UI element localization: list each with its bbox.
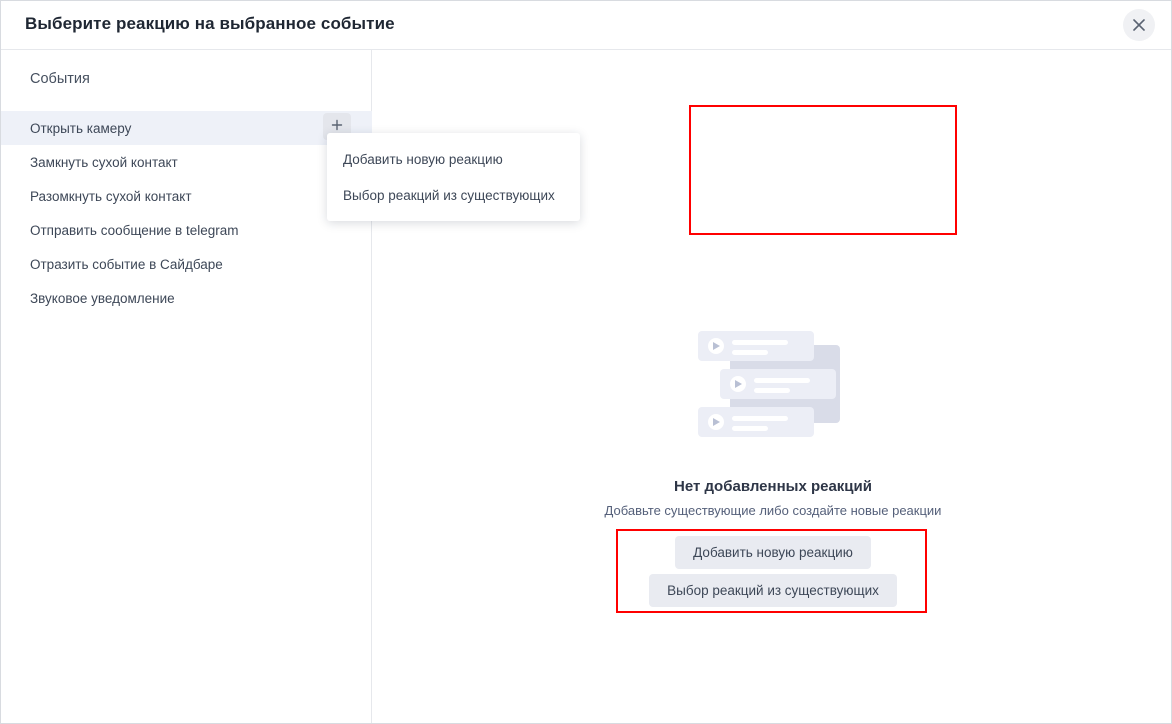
sidebar-item-label: Разомкнуть сухой контакт	[30, 188, 192, 204]
empty-state-subtitle: Добавьте существующие либо создайте новые реакции	[604, 503, 942, 518]
menu-item-select-existing-reactions[interactable]: Выбор реакций из существующих	[343, 187, 555, 203]
sidebar-item-open-dry-contact[interactable]	[1, 179, 372, 213]
events-list	[1, 111, 372, 315]
dialog-header	[1, 1, 1171, 50]
sidebar-item-label: Отправить сообщение в telegram	[30, 222, 239, 238]
sidebar-item-close-dry-contact[interactable]	[1, 145, 372, 179]
menu-item-add-new-reaction[interactable]: Добавить новую реакцию	[343, 151, 503, 167]
page-title: Выберите реакцию на выбранное событие	[25, 14, 395, 33]
close-icon	[1132, 18, 1146, 32]
sidebar-item-send-telegram[interactable]	[1, 213, 372, 247]
sidebar-item-show-in-sidebar[interactable]	[1, 247, 372, 281]
add-new-reaction-button[interactable]: Добавить новую реакцию	[675, 536, 871, 569]
sidebar-item-label: Звуковое уведомление	[30, 290, 175, 306]
events-panel	[1, 50, 372, 724]
sidebar-item-open-camera[interactable]	[1, 111, 372, 145]
reactions-panel	[343, 50, 1172, 724]
plus-icon	[331, 119, 343, 134]
empty-state-actions	[373, 536, 1172, 607]
close-button[interactable]	[1123, 9, 1155, 41]
add-reaction-dropdown-menu	[327, 133, 580, 221]
sidebar-item-label: Отразить событие в Сайдбаре	[30, 256, 223, 272]
sidebar-item-label: Открыть камеру	[30, 120, 132, 136]
sidebar-item-label: Замкнуть сухой контакт	[30, 154, 178, 170]
empty-state-title: Нет добавленных реакций	[674, 478, 872, 495]
select-existing-reactions-button[interactable]: Выбор реакций из существующих	[649, 574, 897, 607]
video-list-placeholder-icon	[698, 331, 848, 446]
events-panel-title: События	[30, 71, 90, 87]
sidebar-item-sound-notification[interactable]	[1, 281, 372, 315]
